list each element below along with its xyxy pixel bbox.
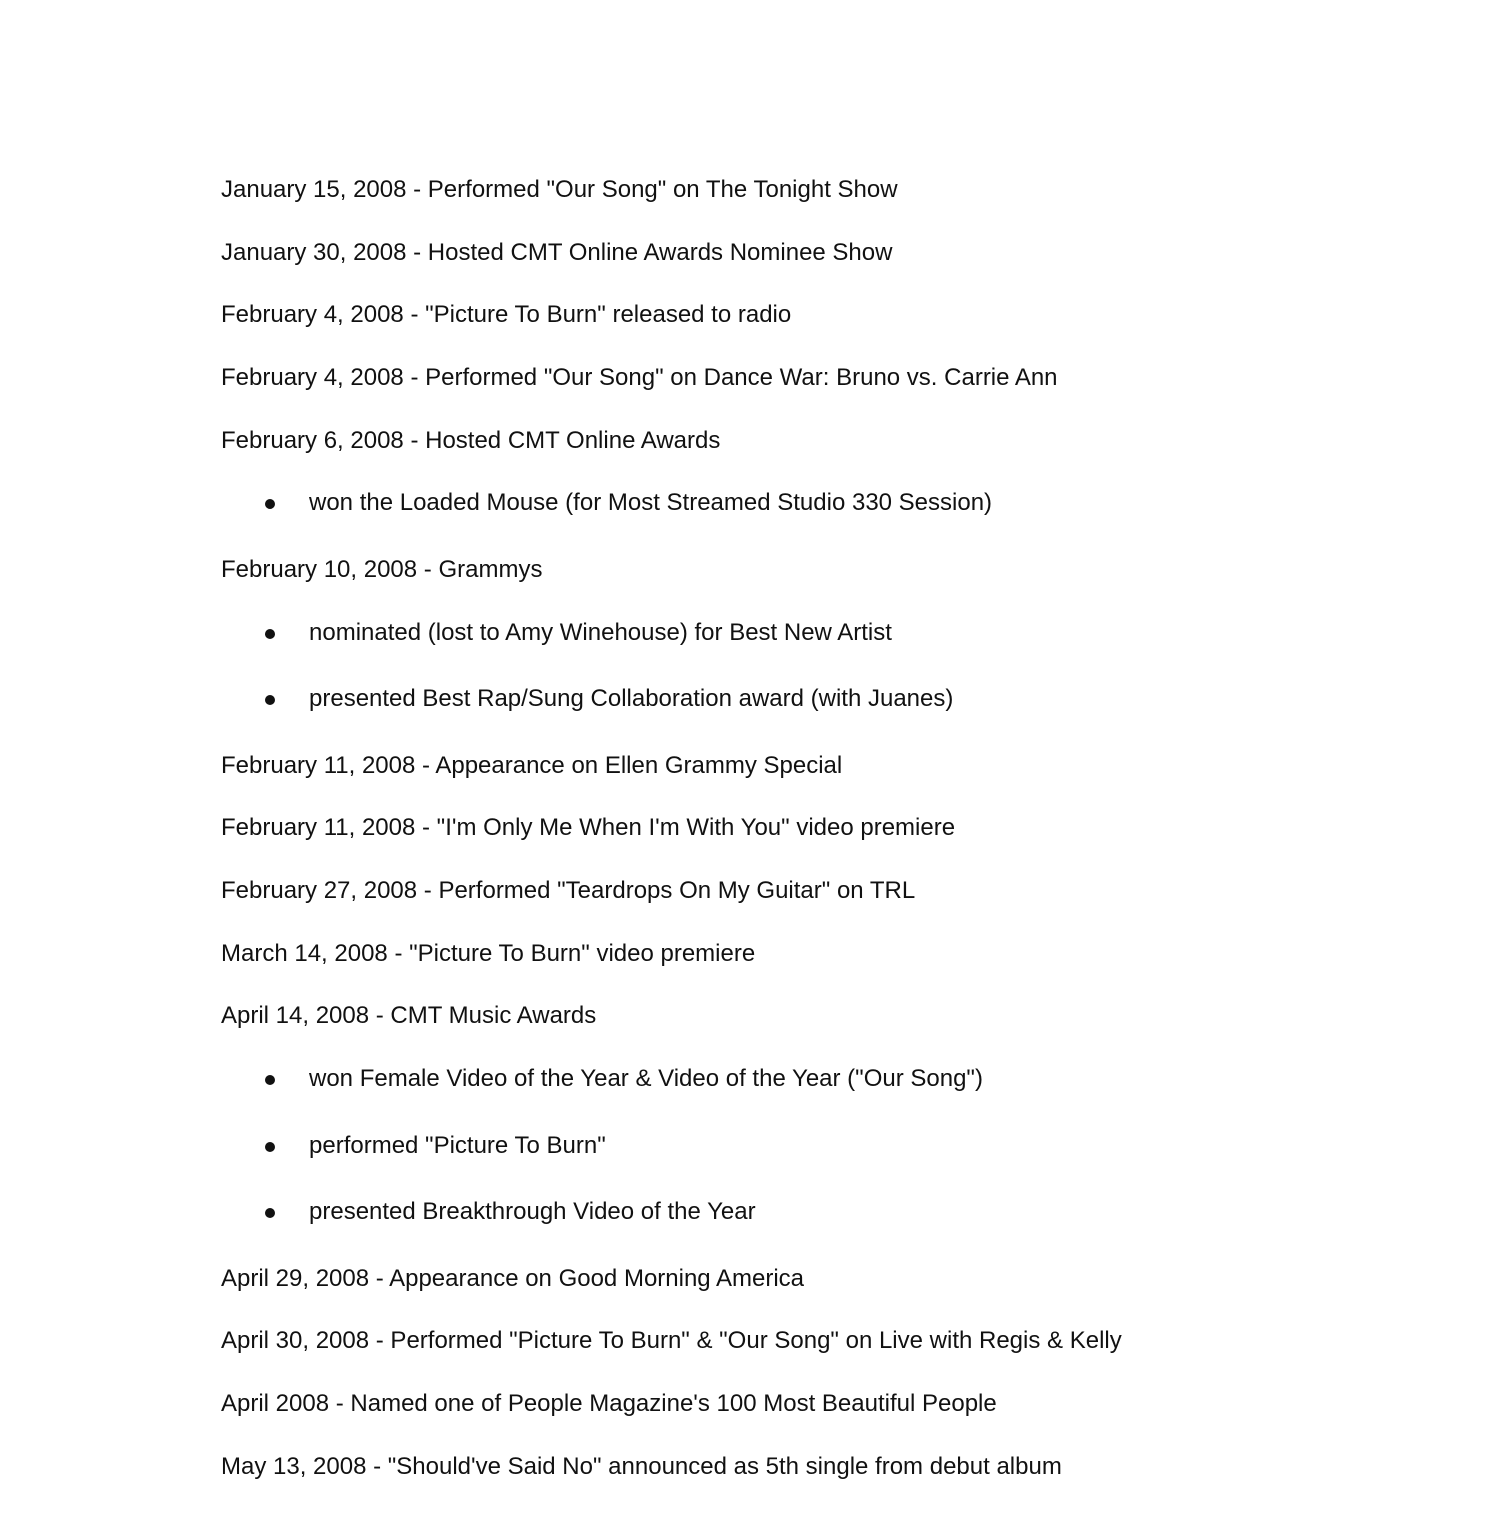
bullet-icon	[265, 499, 275, 509]
timeline-entry: February 11, 2008 - "I'm Only Me When I'm With You" video premiere	[221, 814, 956, 842]
timeline-sub-item-text: presented Breakthrough Video of the Year	[309, 1198, 756, 1226]
bullet-icon	[265, 695, 275, 705]
timeline-sub-item	[221, 488, 1371, 518]
timeline-sub-item-text: nominated (lost to Amy Winehouse) for Best New Artist	[309, 618, 892, 646]
timeline-sub-item	[221, 1197, 1371, 1227]
timeline-entry: February 27, 2008 - Performed "Teardrops On My Guitar" on TRL	[221, 877, 916, 904]
timeline-entry: February 6, 2008 - Hosted CMT Online Awards	[221, 426, 721, 454]
timeline-entry: May 13, 2008 - "Should've Said No" announced as 5th single from debut album	[221, 1452, 1062, 1480]
timeline-sub-item-text: won Female Video of the Year & Video of the Year ("Our Song")	[309, 1065, 983, 1093]
timeline-sub-item	[221, 1131, 1371, 1161]
timeline-entry: April 14, 2008 - CMT Music Awards	[221, 1002, 597, 1030]
timeline-sub-item	[221, 684, 1371, 714]
timeline-sub-item-text: performed "Picture To Burn"	[309, 1131, 606, 1159]
timeline-sub-item-text: presented Best Rap/Sung Collaboration award (with Juanes)	[309, 685, 954, 713]
timeline-entry: February 11, 2008 - Appearance on Ellen Grammy Special	[221, 751, 843, 779]
timeline-sub-item	[221, 618, 1371, 648]
bullet-icon	[265, 629, 275, 639]
timeline-entries	[221, 175, 1371, 1514]
timeline-entry: February 10, 2008 - Grammys	[221, 555, 543, 583]
timeline-entry: January 15, 2008 - Performed "Our Song" on The Tonight Show	[221, 176, 898, 203]
timeline-entry: February 4, 2008 - Performed "Our Song" on Dance War: Bruno vs. Carrie Ann	[221, 364, 1058, 392]
bullet-icon	[265, 1075, 275, 1085]
timeline-entry: April 2008 - Named one of People Magazine's 100 Most Beautiful People	[221, 1389, 997, 1417]
bullet-icon	[265, 1142, 275, 1152]
bullet-icon	[265, 1208, 275, 1218]
timeline-sub-item-text: won the Loaded Mouse (for Most Streamed Studio 330 Session)	[309, 489, 993, 517]
timeline-entry: April 30, 2008 - Performed "Picture To Burn" & "Our Song" on Live with Regis & Kelly	[221, 1327, 1122, 1355]
timeline-entry: February 4, 2008 - "Picture To Burn" released to radio	[221, 301, 792, 329]
timeline-entry: January 30, 2008 - Hosted CMT Online Awards Nominee Show	[221, 238, 893, 266]
timeline-entry: March 14, 2008 - "Picture To Burn" video premiere	[221, 939, 756, 967]
timeline-sub-item	[221, 1064, 1371, 1094]
timeline-entry: April 29, 2008 - Appearance on Good Morning America	[221, 1264, 805, 1292]
